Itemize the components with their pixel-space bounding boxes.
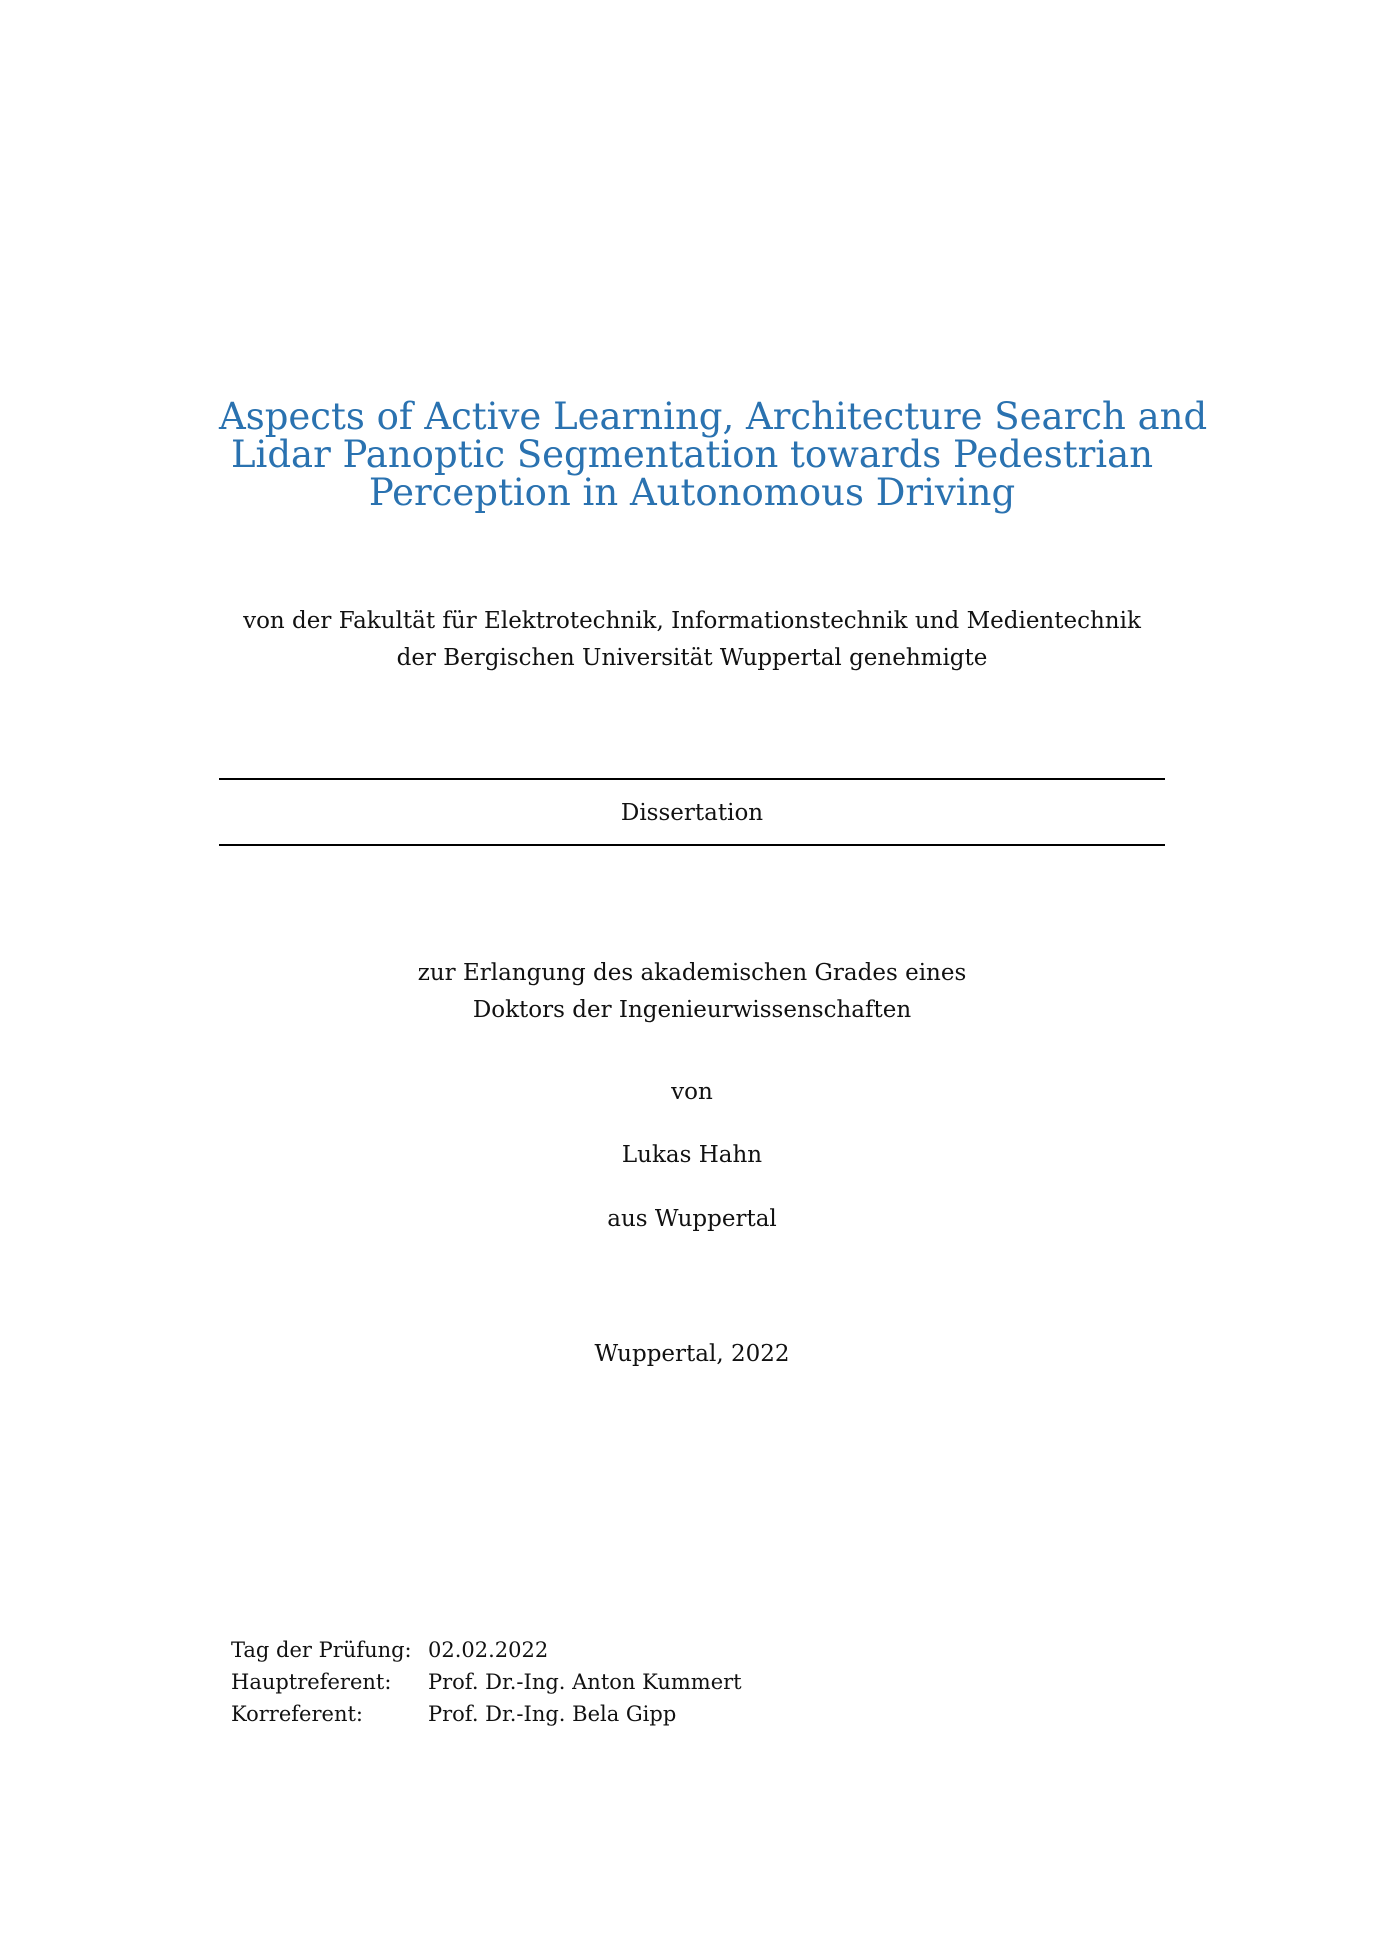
faculty-line-1: von der Fakultät für Elektrotechnik, Informationstechnik und Medientechnik — [243, 608, 1141, 634]
author-origin: aus Wuppertal — [607, 1206, 777, 1232]
degree-line-1: zur Erlangung des akademischen Grades eines — [417, 960, 967, 986]
exam-date-value: 02.02.2022 — [428, 1638, 549, 1662]
title-line-3: Perception in Autonomous Driving — [368, 471, 1016, 514]
bottom-rule-divider — [219, 844, 1165, 846]
title-line-1: Aspects of Active Learning, Architecture Search and — [219, 395, 1208, 438]
faculty-statement — [219, 603, 1165, 677]
examination-details — [231, 1634, 742, 1730]
document-type: Dissertation — [620, 800, 764, 826]
top-rule-divider — [219, 778, 1165, 780]
by-word: von — [671, 1079, 713, 1105]
exam-row-co-referee — [231, 1698, 742, 1730]
author-name: Lukas Hahn — [621, 1142, 763, 1168]
faculty-line-2: der Bergischen Universität Wuppertal genehmigte — [396, 645, 988, 671]
main-referee-value: Prof. Dr.-Ing. Anton Kummert — [428, 1670, 742, 1694]
degree-line-2: Doktors der Ingenieurwissenschaften — [472, 997, 912, 1023]
dissertation-title — [219, 395, 1208, 514]
main-referee-label: Hauptreferent: — [231, 1670, 392, 1694]
exam-row-main-referee — [231, 1666, 742, 1698]
co-referee-label: Korreferent: — [231, 1702, 363, 1726]
degree-statement — [219, 955, 1165, 1029]
exam-row-date — [231, 1634, 742, 1666]
place-and-year: Wuppertal, 2022 — [594, 1341, 790, 1367]
co-referee-value: Prof. Dr.-Ing. Bela Gipp — [428, 1702, 677, 1726]
exam-date-label: Tag der Prüfung: — [231, 1638, 412, 1662]
title-line-2: Lidar Panoptic Segmentation towards Pedestrian — [230, 433, 1154, 476]
